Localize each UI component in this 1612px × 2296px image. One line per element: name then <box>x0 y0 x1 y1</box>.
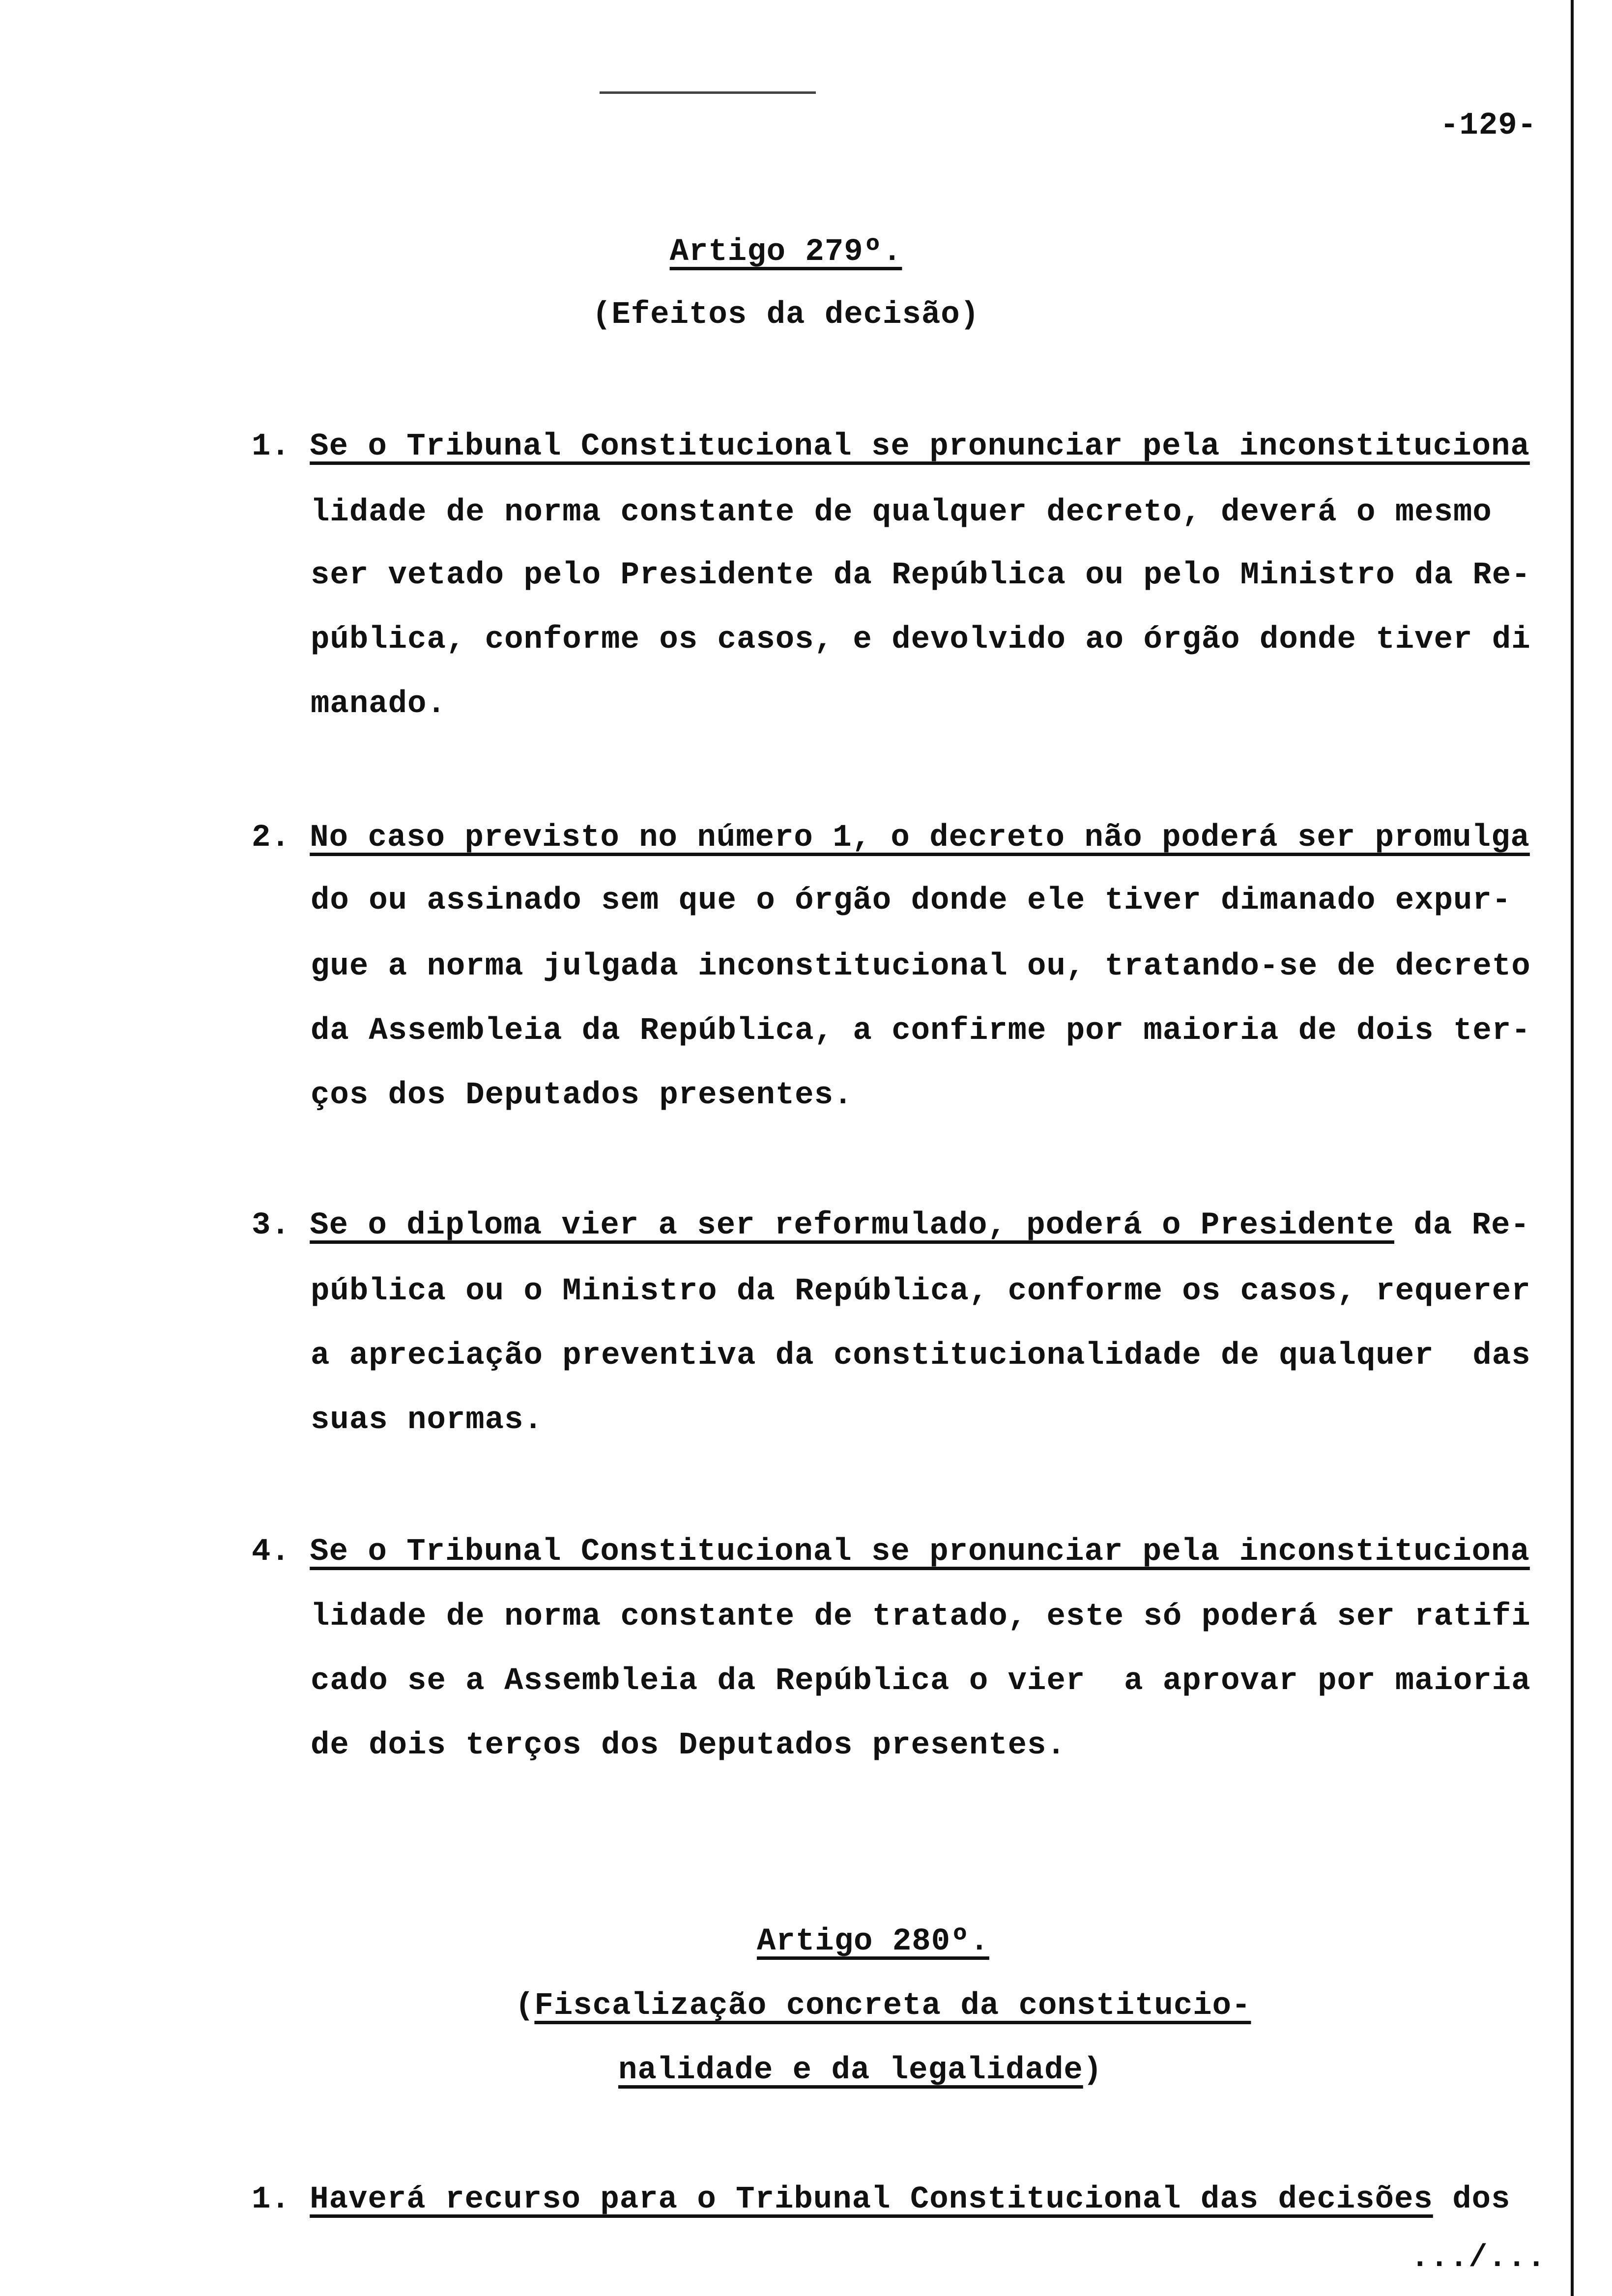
text-line <box>252 427 1530 466</box>
text-segment: (Efeitos da decisão) <box>592 297 980 333</box>
text-line <box>311 1336 1531 1376</box>
underlined-text: nalidade e da legalidade <box>618 2053 1083 2088</box>
text-line <box>311 881 1511 920</box>
text-segment: da Assembleia da República, a confirme por maioria de dois ter- <box>311 1013 1531 1049</box>
page-right-edge-line <box>1571 0 1574 2296</box>
text-line <box>252 2180 1510 2219</box>
text-line <box>311 685 446 724</box>
underlined-text: Artigo 279º. <box>669 234 902 270</box>
text-segment: .../... <box>1410 2240 1546 2276</box>
underlined-text: Fiscalização concreta da constitucio- <box>534 1988 1251 2024</box>
text-line <box>252 1206 1530 1245</box>
text-line <box>311 947 1531 986</box>
text-segment: 4. <box>252 1534 310 1570</box>
text-line <box>757 1922 989 1961</box>
text-segment: manado. <box>311 687 446 722</box>
text-line <box>1440 106 1537 145</box>
text-segment: -129- <box>1440 108 1537 144</box>
text-line <box>618 2051 1102 2090</box>
text-line <box>1410 2239 1546 2278</box>
underlined-text: Artigo 280º. <box>757 1924 989 1959</box>
text-line <box>0 232 1572 272</box>
text-segment: ( <box>515 1988 535 2024</box>
underlined-text: Se o diploma vier a ser reformulado, poderá o Presidente <box>310 1208 1394 1243</box>
text-line <box>311 556 1531 595</box>
text-segment: dos <box>1433 2182 1511 2217</box>
text-line <box>311 1726 1066 1765</box>
text-line <box>311 1076 853 1115</box>
text-segment: 1. <box>252 2182 310 2217</box>
text-segment: do ou assinado sem que o órgão donde ele tiver dimanado expur- <box>311 883 1512 918</box>
text-segment: lidade de norma constante de tratado, este só poderá ser ratifi <box>311 1599 1531 1635</box>
text-line <box>252 818 1530 858</box>
underlined-text: Se o Tribunal Constitucional se pronunciar pela inconstituciona <box>310 429 1530 464</box>
text-line <box>0 295 1572 335</box>
text-segment: ) <box>1083 2053 1103 2088</box>
top-smudge <box>600 91 816 94</box>
text-line <box>311 620 1531 660</box>
text-line <box>311 1401 543 1440</box>
text-line <box>311 1662 1531 1701</box>
text-line <box>515 1986 1251 2026</box>
text-segment: de dois terços dos Deputados presentes. <box>311 1728 1066 1763</box>
underlined-text: Se o Tribunal Constitucional se pronunciar pela inconstituciona <box>310 1534 1530 1570</box>
text-segment: 3. <box>252 1208 310 1243</box>
text-line <box>311 1272 1531 1311</box>
text-line <box>252 1532 1530 1572</box>
text-segment: gue a norma julgada inconstitucional ou, tratando-se de decreto <box>311 949 1531 984</box>
text-line <box>311 1011 1531 1051</box>
underlined-text: Haverá recurso para o Tribunal Constitucional das decisões <box>310 2182 1433 2217</box>
text-line <box>311 1597 1531 1636</box>
text-segment: 1. <box>252 429 310 464</box>
text-segment: pública ou o Ministro da República, conforme os casos, requerer <box>311 1274 1531 1309</box>
text-segment: a apreciação preventiva da constitucionalidade de qualquer das <box>311 1338 1531 1374</box>
text-segment: da Re- <box>1394 1208 1530 1243</box>
text-segment: ços dos Deputados presentes. <box>311 1078 853 1113</box>
text-line <box>311 493 1492 532</box>
text-segment: ser vetado pelo Presidente da República ou pelo Ministro da Re- <box>311 558 1531 593</box>
text-segment: 2. <box>252 820 310 856</box>
text-segment: lidade de norma constante de qualquer decreto, deverá o mesmo <box>311 495 1492 530</box>
underlined-text: No caso previsto no número 1, o decreto não poderá ser promulga <box>310 820 1530 856</box>
text-segment: pública, conforme os casos, e devolvido ao órgão donde tiver di <box>311 622 1531 658</box>
text-segment: cado se a Assembleia da República o vier a aprovar por maioria <box>311 1664 1531 1699</box>
text-segment: suas normas. <box>311 1403 543 1438</box>
